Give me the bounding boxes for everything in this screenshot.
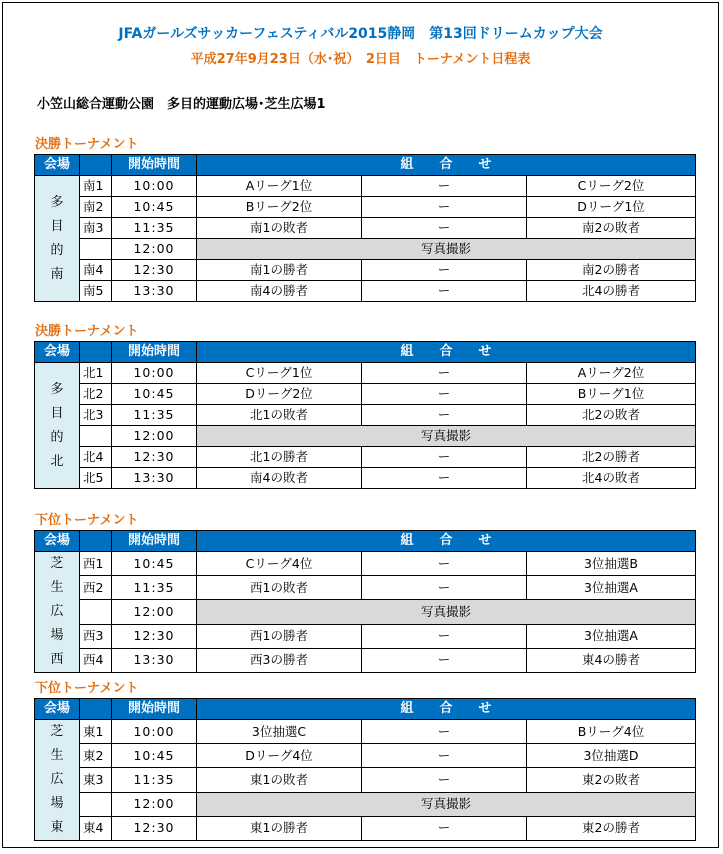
home-team: Dリーグ2位 [197,384,362,405]
home-team: 東1の勝者 [197,816,362,840]
start-time: 11:35 [112,405,197,426]
start-time: 11:35 [112,768,197,792]
venue-char: 芝 [50,556,64,571]
venue-char: 的 [50,242,64,258]
header-time: 開始時間 [112,155,197,176]
versus-mark: ー [362,576,527,600]
versus-mark: ー [362,363,527,384]
section-title: 決勝トーナメント [35,137,139,152]
home-team: 南4の敗者 [197,468,362,489]
away-team: Bリーグ1位 [527,384,696,405]
away-team: 東4の勝者 [527,648,696,672]
table-row [35,260,696,281]
table-header-row [35,342,696,363]
start-time: 12:00 [112,426,197,447]
venue-cell [35,720,80,841]
table-row [35,816,696,840]
start-time: 12:30 [112,624,197,648]
match-code: 西3 [80,624,112,648]
home-team: Bリーグ2位 [197,197,362,218]
versus-mark: ー [362,768,527,792]
table-row [35,720,696,744]
table-row [35,624,696,648]
home-team: 南1の勝者 [197,260,362,281]
versus-mark: ー [362,447,527,468]
start-time: 10:00 [112,720,197,744]
section-title: 下位トーナメント [35,681,139,696]
versus-mark: ー [362,405,527,426]
match-code: 北4 [80,447,112,468]
schedule-table [34,698,696,841]
table-row [35,468,696,489]
versus-mark: ー [362,260,527,281]
match-code: 南4 [80,260,112,281]
home-team: 北1の勝者 [197,447,362,468]
table-row [35,384,696,405]
match-code: 南1 [80,176,112,197]
table-header-row [35,531,696,552]
photo-session: 写真撮影 [197,600,696,624]
table-row [35,197,696,218]
home-team: 3位抽選C [197,720,362,744]
away-team: 3位抽選A [527,576,696,600]
start-time: 11:35 [112,576,197,600]
photo-session: 写真撮影 [197,239,696,260]
versus-mark: ー [362,281,527,302]
table-row [35,552,696,576]
home-team: Aリーグ1位 [197,176,362,197]
away-team: 3位抽選A [527,624,696,648]
header-code [80,342,112,363]
away-team: Aリーグ2位 [527,363,696,384]
venue-char: 西 [50,652,64,667]
start-time: 12:30 [112,260,197,281]
venue-char: 目 [50,218,64,234]
header-venue: 会場 [35,531,80,552]
start-time: 11:35 [112,218,197,239]
header-code [80,699,112,720]
venue-cell [35,552,80,673]
away-team: 東2の勝者 [527,816,696,840]
match-code [80,600,112,624]
versus-mark: ー [362,176,527,197]
start-time: 12:00 [112,239,197,260]
venue-char: 生 [50,748,64,763]
venue-char: 広 [50,772,64,787]
home-team: 南4の勝者 [197,281,362,302]
page-title: JFAガールズサッカーフェスティバル2015静岡 第13回ドリームカップ大会 [118,26,603,42]
versus-mark: ー [362,816,527,840]
venue-cell [35,363,80,489]
venue-cell [35,176,80,302]
away-team: Dリーグ1位 [527,197,696,218]
home-team: Cリーグ4位 [197,552,362,576]
start-time: 10:45 [112,744,197,768]
home-team: 西3の勝者 [197,648,362,672]
start-time: 12:30 [112,447,197,468]
venue-char: 場 [50,796,64,811]
table-row [35,405,696,426]
venue-char: 芝 [50,724,64,739]
venue-char: 目 [50,405,64,421]
home-team: 北1の敗者 [197,405,362,426]
venue-char: 生 [50,580,64,595]
versus-mark: ー [362,720,527,744]
photo-session: 写真撮影 [197,426,696,447]
match-code: 南2 [80,197,112,218]
table-row [35,176,696,197]
header-venue: 会場 [35,699,80,720]
header-time: 開始時間 [112,699,197,720]
home-team: 西1の敗者 [197,576,362,600]
start-time: 10:00 [112,363,197,384]
match-code: 東3 [80,768,112,792]
header-venue: 会場 [35,342,80,363]
match-code: 西2 [80,576,112,600]
header-time: 開始時間 [112,531,197,552]
match-code: 東2 [80,744,112,768]
section-title: 下位トーナメント [35,513,139,528]
away-team: 北4の勝者 [527,281,696,302]
table-row [35,576,696,600]
away-team: 東2の敗者 [527,768,696,792]
away-team: 3位抽選B [527,552,696,576]
match-code: 北1 [80,363,112,384]
match-code: 東4 [80,816,112,840]
schedule-table [34,341,696,489]
start-time: 10:45 [112,552,197,576]
versus-mark: ー [362,468,527,489]
venue-char: 東 [50,820,64,835]
header-time: 開始時間 [112,342,197,363]
table-row [35,239,696,260]
table-header-row [35,699,696,720]
start-time: 13:30 [112,281,197,302]
schedule-table [34,530,696,673]
header-match: 組 合 せ [197,342,696,363]
table-row [35,426,696,447]
away-team: Bリーグ4位 [527,720,696,744]
photo-session: 写真撮影 [197,792,696,816]
versus-mark: ー [362,648,527,672]
away-team: 北4の敗者 [527,468,696,489]
start-time: 10:00 [112,176,197,197]
away-team: 北2の敗者 [527,405,696,426]
venue-char: 多 [50,194,64,210]
match-code: 南5 [80,281,112,302]
start-time: 12:00 [112,792,197,816]
match-code: 北5 [80,468,112,489]
start-time: 13:30 [112,468,197,489]
table-row [35,363,696,384]
away-team: 3位抽選D [527,744,696,768]
venue-char: 北 [50,453,64,469]
table-row [35,447,696,468]
away-team: Cリーグ2位 [527,176,696,197]
venue-char: 広 [50,604,64,619]
header-code [80,531,112,552]
versus-mark: ー [362,218,527,239]
tournament-section [34,136,695,302]
match-code [80,792,112,816]
versus-mark: ー [362,197,527,218]
versus-mark: ー [362,384,527,405]
page-subtitle: 平成27年9月23日（水･祝） 2日目 トーナメント日程表 [190,52,531,67]
tournament-section [34,680,695,841]
away-team: 南2の勝者 [527,260,696,281]
tournament-section [34,512,695,673]
match-code: 北3 [80,405,112,426]
home-team: 西1の勝者 [197,624,362,648]
header-code [80,155,112,176]
section-title: 決勝トーナメント [35,324,139,339]
table-row [35,768,696,792]
schedule-table [34,154,696,302]
start-time: 12:30 [112,816,197,840]
venue-char: 南 [50,266,64,282]
table-row [35,648,696,672]
table-row [35,600,696,624]
versus-mark: ー [362,624,527,648]
venue-name: 小笠山総合運動公園 多目的運動広場･芝生広場1 [37,97,326,112]
table-row [35,281,696,302]
table-row [35,218,696,239]
match-code: 西1 [80,552,112,576]
versus-mark: ー [362,744,527,768]
match-code: 東1 [80,720,112,744]
venue-char: 多 [50,381,64,397]
match-code: 南3 [80,218,112,239]
header-match: 組 合 せ [197,155,696,176]
table-header-row [35,155,696,176]
table-row [35,744,696,768]
match-code [80,426,112,447]
table-row [35,792,696,816]
start-time: 12:00 [112,600,197,624]
tournament-section [34,323,695,489]
header-match: 組 合 せ [197,699,696,720]
match-code: 西4 [80,648,112,672]
start-time: 13:30 [112,648,197,672]
home-team: Dリーグ4位 [197,744,362,768]
away-team: 北2の勝者 [527,447,696,468]
versus-mark: ー [362,552,527,576]
header-venue: 会場 [35,155,80,176]
header-match: 組 合 せ [197,531,696,552]
venue-char: 場 [50,628,64,643]
venue-char: 的 [50,429,64,445]
away-team: 南2の敗者 [527,218,696,239]
start-time: 10:45 [112,197,197,218]
home-team: Cリーグ1位 [197,363,362,384]
start-time: 10:45 [112,384,197,405]
match-code: 北2 [80,384,112,405]
match-code [80,239,112,260]
home-team: 南1の敗者 [197,218,362,239]
schedule-page [2,2,719,848]
home-team: 東1の敗者 [197,768,362,792]
